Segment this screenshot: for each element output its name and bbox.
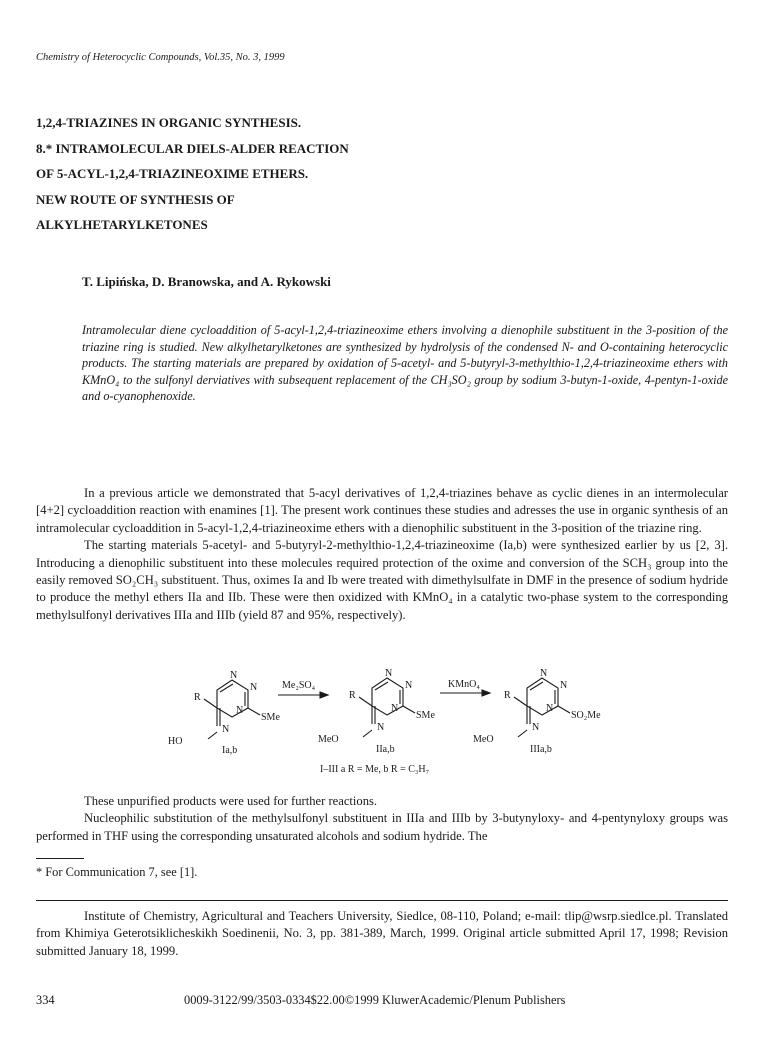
atom-label: N [385, 668, 393, 679]
title-line: OF 5-ACYL-1,2,4-TRIAZINEOXIME ETHERS. [36, 166, 309, 181]
atom-label: N [222, 724, 230, 735]
compound-label: IIa,b [376, 744, 395, 755]
paragraph: These unpurified products were used for further reactions. [84, 794, 378, 808]
atom-label: N [230, 670, 238, 681]
reagent-label: Me₂SO₄ [282, 680, 316, 691]
affiliation [36, 908, 728, 960]
title-line: 1,2,4-TRIAZINES IN ORGANIC SYNTHESIS. [36, 115, 302, 130]
atom-label: N [377, 722, 385, 733]
page-number: 334 [36, 993, 55, 1007]
atom-label: N [236, 705, 244, 716]
title-line: ALKYLHETARYLKETONES [36, 217, 208, 232]
compound-label: IIIa,b [530, 744, 552, 755]
scheme-legend: I–III a R = Me, b R = C₃H₇ [320, 764, 430, 775]
reaction-scheme [150, 660, 620, 785]
substituent-label: SMe [416, 710, 435, 721]
atom-label: R [504, 690, 511, 701]
atom-label: N [560, 680, 568, 691]
affiliation-rule [36, 900, 728, 901]
substituent-label: MeO [473, 734, 494, 745]
substituent-label: MeO [318, 734, 339, 745]
article-title [36, 110, 596, 238]
atom-label: N [546, 703, 554, 714]
footnote-rule [36, 858, 84, 859]
authors: T. Lipińska, D. Branowska, and A. Rykowski [82, 274, 331, 289]
substituent-label: SO₂Me [571, 710, 601, 721]
footnote: * For Communication 7, see [1]. [36, 865, 198, 879]
atom-label: N [532, 722, 540, 733]
paragraph: Nucleophilic substitution of the methylsulfonyl substituent in IIIa and IIIb by 3-butynyloxy- and 4-pentynyloxy groups was performed in THF using the corresponding unsaturated alcohols and sodium hydride. The [36, 811, 728, 843]
atom-label: R [349, 690, 356, 701]
title-line: NEW ROUTE OF SYNTHESIS OF [36, 191, 235, 207]
body-text-upper [36, 485, 728, 624]
atom-label: N [405, 680, 413, 691]
substituent-label: SMe [261, 712, 280, 723]
atom-label: N [391, 703, 399, 714]
paragraph: In a previous article we demonstrated that 5-acyl derivatives of 1,2,4-triazines behave as cyclic dienes in an intermolecular [4+2] cycloaddition reaction with enamines [1]. The present work continues these studies and adresses the use in organic synthesis of an intramolecular cycloaddition in 5-acyl-1,2,4-triazineoxime ethers with a dienophilic substituent in the 3-position of the triazine ring. [36, 486, 728, 535]
abstract: Intramolecular diene cycloaddition of 5-acyl-1,2,4-triazineoxime ethers involving a dienophile substituent in the 3-position of the triazine ring is studied. New alkylhetarylketones are synthesized by hydrolysis of the condensed N- and O-containing heterocyclic products. The starting materials are prepared by oxidation of 5-acetyl- and 5-butyryl-3-methylthio-1,2,4-triazineoxime ethers with KMnO₄ to the sulfonyl derviatives with subsequent replacement of the CH₃SO₂ group by sodium 3-butyn-1-oxide, 4-pentyn-1-oxide and o-cyanophenoxide. [82, 323, 728, 404]
journal-header: Chemistry of Heterocyclic Compounds, Vol.35, No. 3, 1999 [36, 52, 285, 63]
affiliation-text: Institute of Chemistry, Agricultural and Teachers University, Siedlce, 08-110, Poland; e-mail: tlip@wsrp.siedlce.pl. Translated from Khimiya Geterotsiklicheskikh Soedinenii, No. 3, pp. 381-389, March, 1999. Original article submitted April 17, 1998; Revision submitted January 18, 1999. [36, 909, 728, 958]
atom-label: R [194, 692, 201, 703]
reagent-label: KMnO₄ [448, 679, 480, 690]
body-text-lower [36, 793, 728, 845]
copyright-line: 0009-3122/99/3503-0334$22.00©1999 KluwerAcademic/Plenum Publishers [184, 993, 566, 1007]
substituent-label: HO [168, 736, 183, 747]
compound-label: Ia,b [222, 745, 238, 756]
title-line: 8.* INTRAMOLECULAR DIELS-ALDER REACTION [36, 140, 349, 156]
atom-label: N [250, 682, 258, 693]
paragraph: The starting materials 5-acetyl- and 5-butyryl-2-methylthio-1,2,4-triazineoxime (Ia,b) were synthesized earlier by us [2, 3]. Introducing a dienophilic substituent into these molecules required protection of the oxime and conversion of the SCH₃ group into the easily removed SO₂CH₃ substituent. Thus, oximes Ia and Ib were treated with dimethylsulfate in DMF in the presence of sodium hydride to produce the methyl ethers IIa and IIb. These were then oxidized with KMnO₄ in a catalytic two-phase system to the corresponding methylsulfonyl derivatives IIIa and IIIb (yield 87 and 95%, respectively). [36, 538, 728, 622]
atom-label: N [540, 668, 548, 679]
